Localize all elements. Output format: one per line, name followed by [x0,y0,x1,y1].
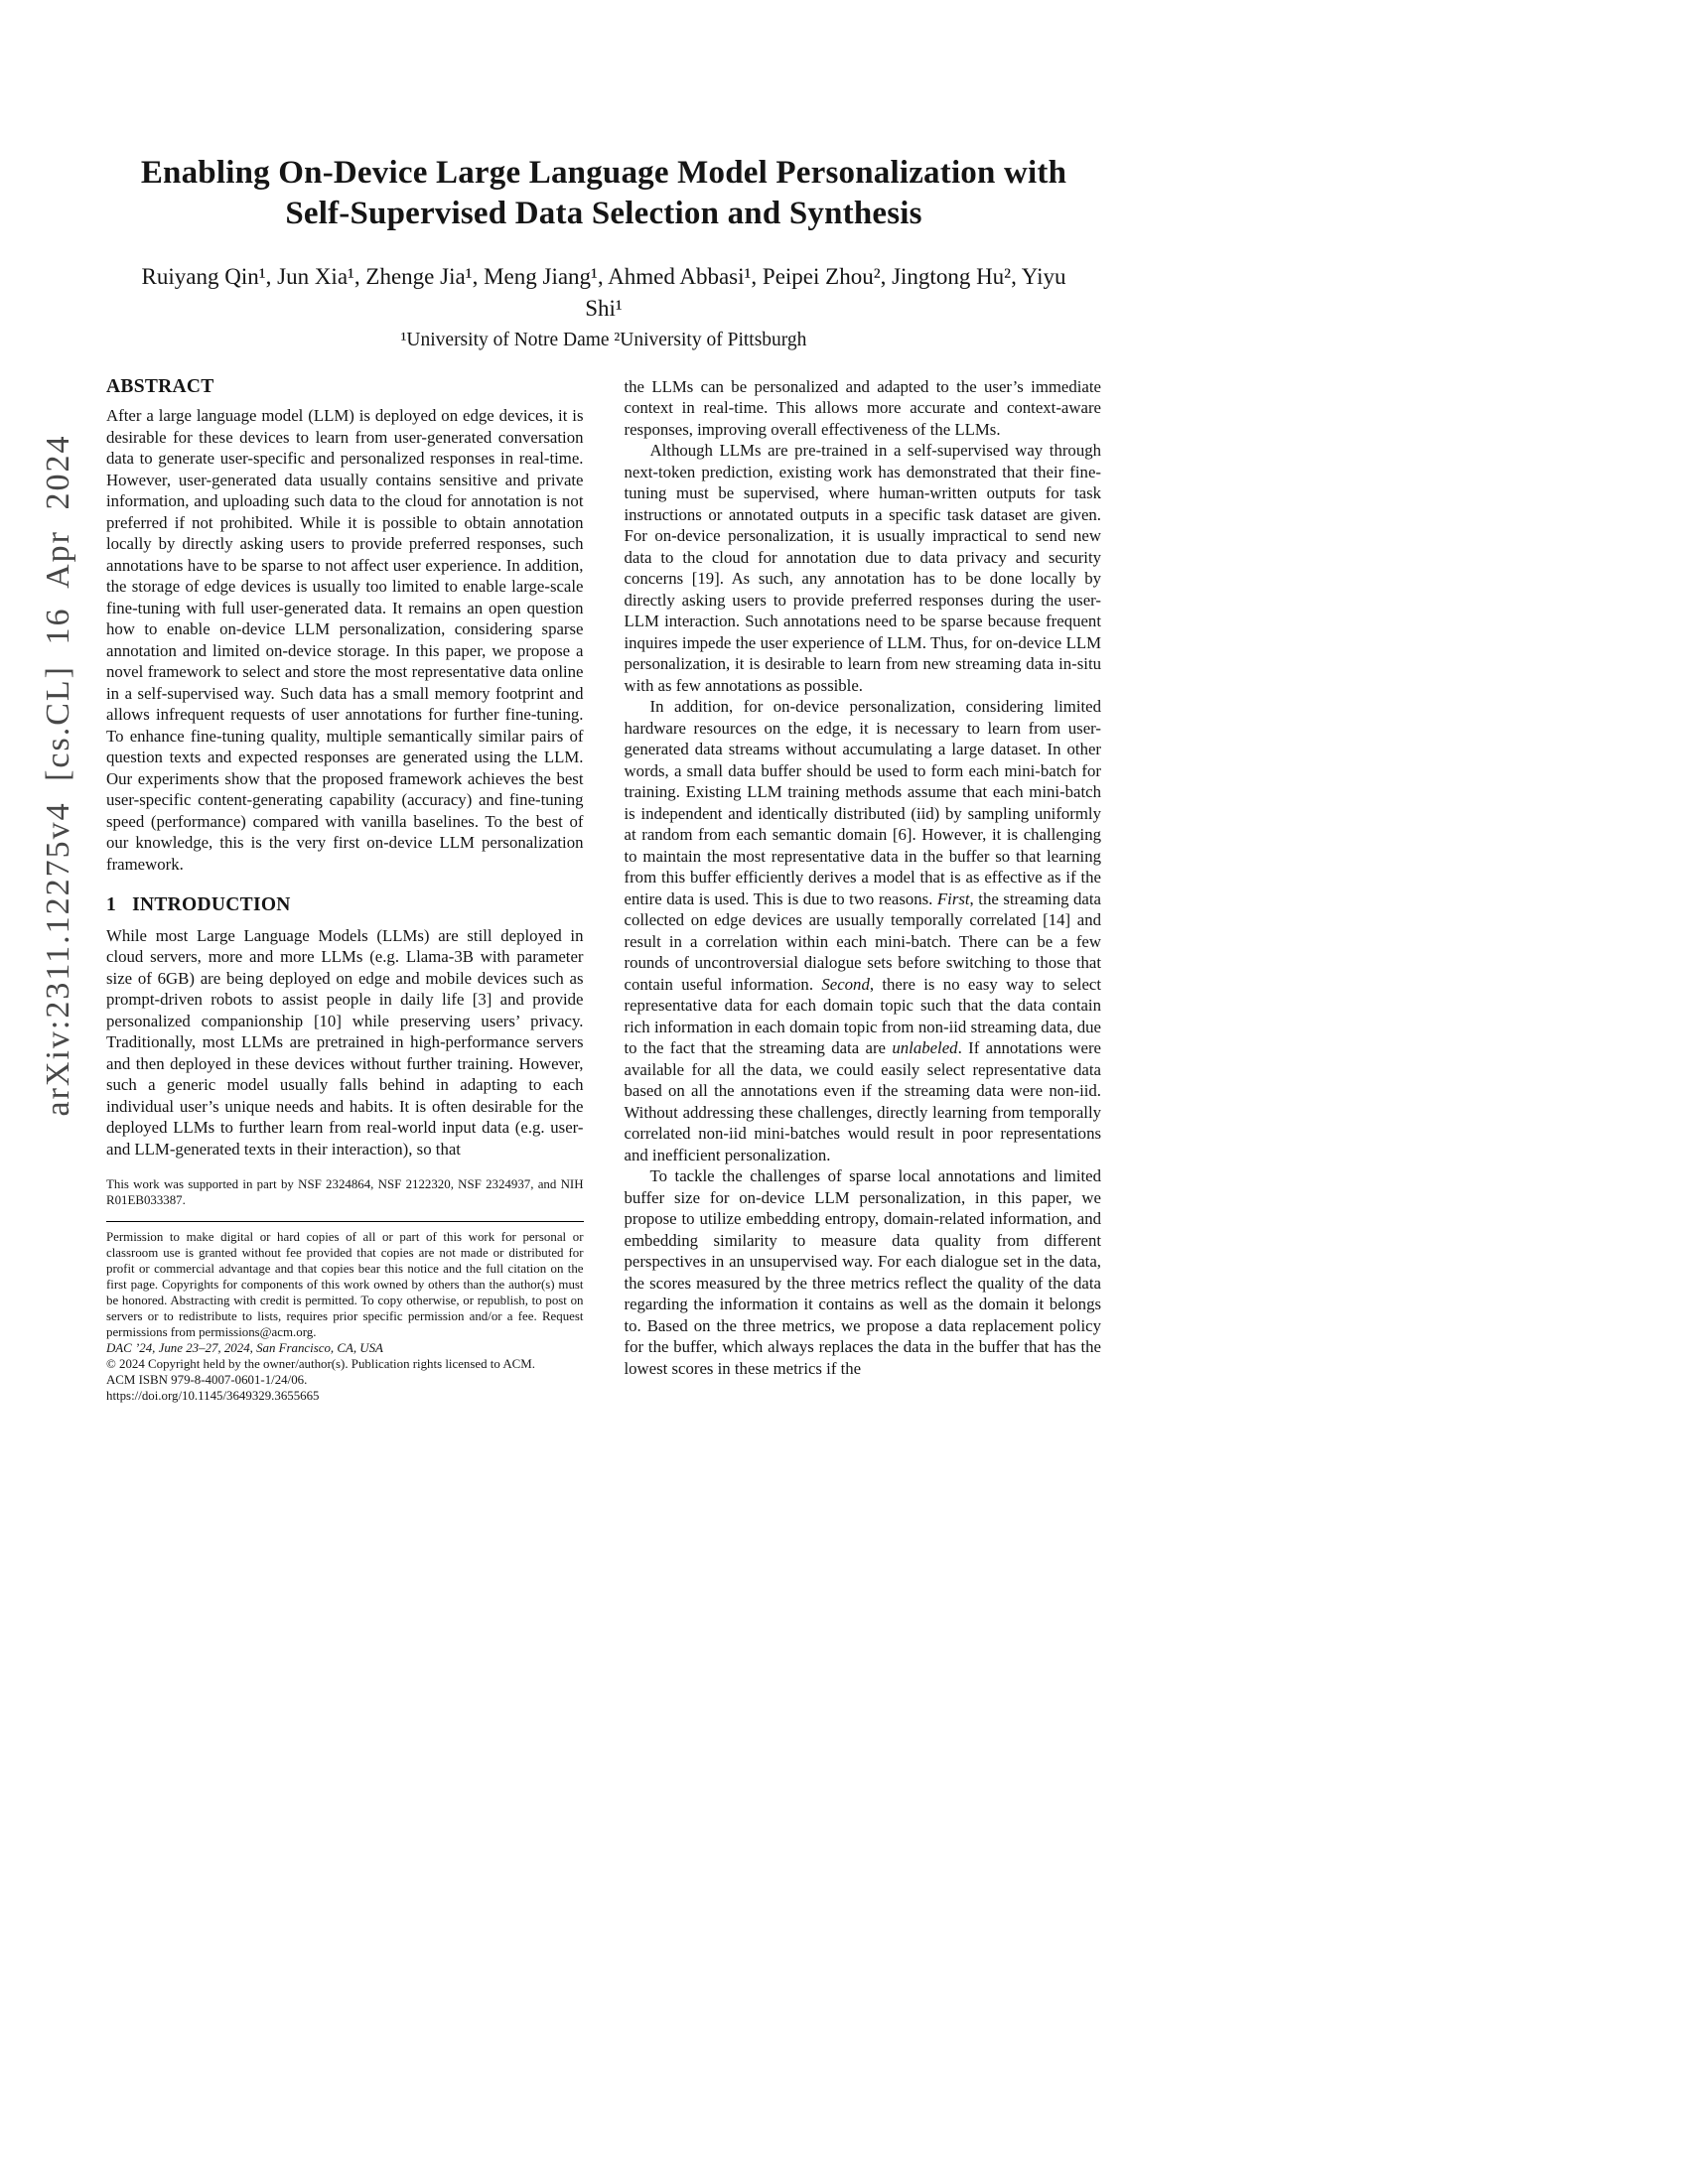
paper-title: Enabling On-Device Large Language Model Personalization with Self-Supervised Data Selection and Synthesis [140,155,1067,232]
footnote-block [106,1176,584,1404]
funding-note: This work was supported in part by NSF 2324864, NSF 2122320, NSF 2324937, and NIH R01EB033387. [106,1177,584,1208]
isbn-line: ACM ISBN 979-8-4007-0601-1/24/06. [106,1373,308,1388]
paragraph: To tackle the challenges of sparse local annotations and limited buffer size for on-device LLM personalization, in this paper, we propose to utilize embedding entropy, domain-related information, and embedding similarity to measure data quality from different perspectives in an unsupervised way. For each dialogue set in the data, the scores measured by the three metrics reflect the quality of the data regarding the information it contains as well as the domain it belongs to. Based on the three metrics, we propose a data replacement policy for the buffer, which always replaces the data in the buffer that has the lowest scores in these metrics if the [624,1166,1101,1378]
two-column-body [106,376,1101,1405]
paragraph: Although LLMs are pre-trained in a self-supervised way through next-token prediction, existing work has demonstrated that their fine-tuning must be supervised, where human-written outputs for task instructions or annotated outputs in a specific task dataset are given. For on-device personalization, it is usually impractical to send new data to the cloud for annotation due to data privacy and security concerns [19]. As such, any annotation has to be done locally by directly asking users to provide preferred responses during the user-LLM interaction. Such annotations need to be sparse because frequent inquires impede the user experience of LLM. Thus, for on-device LLM personalization, it is desirable to learn from new streaming data in-situ with as few annotations as possible. [624,441,1101,695]
paragraph: In addition, for on-device personalization, considering limited hardware resources on the edge, it is necessary to learn from user-generated data streams without accumulating a large dataset. In other words, a small data buffer should be used to form each mini-batch for training. Existing LLM training methods assume that each mini-batch is independent and identically distributed (iid) by sampling uniformly at random from each semantic domain [6]. However, it is challenging to maintain the most representative data in the buffer so that learning from this buffer efficiently derives a model that is as effective as if the entire data is used. This is due to two reasons. First, the streaming data collected on edge devices are usually temporally correlated [14] and result in a correlation within each mini-batch. There can be a few rounds of uncontroversial dialogue sets before switching to those that contain useful information. Second, there is no easy way to select representative data for each domain topic such that the data contain rich information in each domain topic from non-iid streaming data, due to the fact that the streaming data are unlabeled. If annotations were available for all the data, we could easily select representative data based on all the annotations even if the streaming data were non-iid. Without addressing these challenges, directly learning from temporally correlated non-iid mini-batches would result in poor representations and inefficient personalization. [624,697,1101,1164]
footnote-rule [106,1221,584,1222]
right-column [625,376,1102,1405]
affiliations-line: ¹University of Notre Dame ²University of Pittsburgh [400,329,807,350]
paragraph: While most Large Language Models (LLMs) are still deployed in cloud servers, more and more LLMs (e.g. Llama-3B with parameter size of 6GB) are being deployed on edge and mobile devices such as prompt-driven robots to assist people in daily life [3] and provide personalized companionship [10] while preserving users’ privacy. Traditionally, most LLMs are pretrained in high-performance servers and then deployed in these devices without further training. However, such a generic model usually falls behind in adapting to each individual user’s unique needs and habits. It is often desirable for the deployed LLMs to further learn from real-world input data (e.g. user- and LLM-generated texts in their interaction), so that [106,925,584,1159]
copyright-line: © 2024 Copyright held by the owner/author(s). Publication rights licensed to ACM. [106,1357,535,1372]
section-title: INTRODUCTION [132,894,291,916]
abstract-heading: ABSTRACT [106,375,214,397]
introduction-body [106,925,584,1160]
paragraph: the LLMs can be personalized and adapted to the user’s immediate context in real-time. This allows more accurate and context-aware responses, improving overall effectiveness of the LLMs. [624,376,1101,439]
paper-content [106,0,1101,1404]
authors-line: Ruiyang Qin¹, Jun Xia¹, Zhenge Jia¹, Meng Jiang¹, Ahmed Abbasi¹, Peipei Zhou², Jingtong Hu², Yiyu Shi¹ [141,263,1066,321]
section-number: 1 [106,894,117,916]
doi-link[interactable]: https://doi.org/10.1145/3649329.3655665 [106,1389,320,1404]
section-heading-introduction [106,894,584,916]
abstract-body [106,405,584,875]
conference-line: DAC ’24, June 23–27, 2024, San Francisco, CA, USA [106,1341,383,1356]
left-column [106,376,584,1405]
paper-header [106,0,1101,351]
paragraph: After a large language model (LLM) is deployed on edge devices, it is desirable for these devices to learn from user-generated conversation data to generate user-specific and personalized responses in real-time. However, user-generated data usually contains sensitive and private information, and uploading such data to the cloud for annotation is not preferred if not prohibited. While it is possible to obtain annotation locally by directly asking users to provide preferred responses, such annotations have to be sparse to not affect user experience. In addition, the storage of edge devices is usually too limited to enable large-scale fine-tuning with full user-generated data. It remains an open question how to enable on-device LLM personalization, considering sparse annotation and limited on-device storage. In this paper, we propose a novel framework to select and store the most representative data online in a self-supervised way. Such data has a small memory footprint and allows infrequent requests of user annotations for further fine-tuning. To enhance fine-tuning quality, multiple semantically similar pairs of question texts and expected responses are generated using the LLM. Our experiments show that the proposed framework achieves the best user-specific content-generating capability (accuracy) and fine-tuning speed (performance) compared with vanilla baselines. To the best of our knowledge, this is the very first on-device LLM personalization framework. [106,406,584,874]
right-column-body [625,376,1102,1380]
arxiv-watermark: arXiv:2311.12275v4 [cs.CL] 16 Apr 2024 [40,434,76,1117]
permission-notice: Permission to make digital or hard copies of all or part of this work for personal or classroom use is granted without fee provided that copies are not made or distributed for profit or commercial advantage and that copies bear this notice and the full citation on the first page. Copyrights for components of this work owned by others than the author(s) must be honored. Abstracting with credit is permitted. To copy otherwise, or republish, to post on servers or to redistribute to lists, requires prior specific permission and/or a fee. Request permissions from permissions@acm.org. [106,1230,584,1340]
